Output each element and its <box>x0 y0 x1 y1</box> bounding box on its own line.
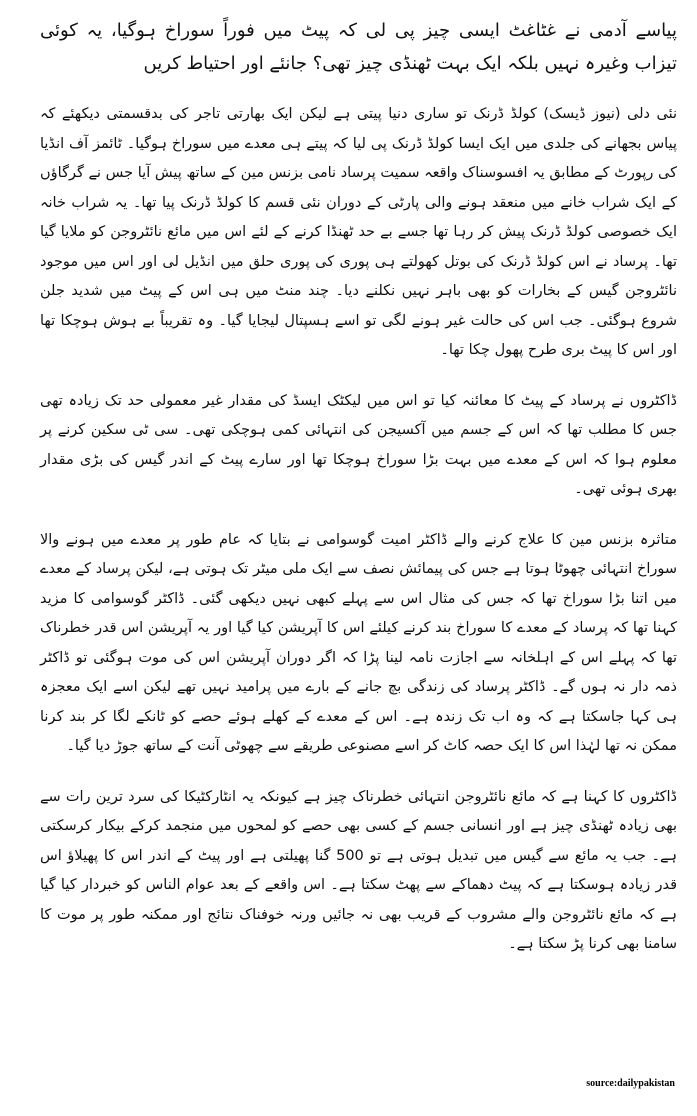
article-headline: پیاسے آدمی نے غٹاغٹ ایسی چیز پی لی کہ پیٹ میں فوراً سوراخ ہوگیا، یہ کوئی تیزاب وغیرہ نہیں بلکہ ایک بہت ٹھنڈی چیز تھی؟ جانئے اور احتیاط کریں <box>40 20 677 74</box>
article-paragraph-3: متاثرہ بزنس مین کا علاج کرنے والے ڈاکٹر امیت گوسوامی نے بتایا کہ عام طور پر معدے میں ہونے والا سوراخ انتہائی چھوٹا ہوتا ہے جس کی پیمائش نصف سے ایک ملی میٹر تک ہوتی ہے، لیکن پرساد کے معدے میں اتنا بڑا سوراخ تھا کہ جس کی مثال اس سے پہلے کبھی نہیں دیکھی گئی۔ ڈاکٹر گوسوامی کا مزید کہنا تھا کہ پرساد کے معدے کا سوراخ بند کرنے کیلئے اس کا آپریشن کیا گیا اور یہ آپریشن اس قدر خطرناک تھا کہ پہلے اس کے اہلخانہ سے اجازت نامہ لینا پڑا کہ اگر دوران آپریشن اس کی موت ہوگئی تو ڈاکٹر ذمہ دار نہ ہوں گے۔ ڈاکٹر پرساد کی زندگی بچ جانے کے بارے میں پرامید نہیں تھے لیکن اسے ایک معجزہ ہی کہا جاسکتا ہے کہ وہ اب تک زندہ ہے۔ اس کے معدے کے کھلے ہوئے حصے کو ٹانکے لگا کر بند کرنا ممکن نہ تھا لہٰذا اس کا ایک حصہ کاٹ کر اسے مصنوعی طریقے سے چھوٹی آنت کے ساتھ جوڑ دیا گیا۔ <box>40 531 677 754</box>
article-paragraph-2: ڈاکٹروں نے پرساد کے پیٹ کا معائنہ کیا تو اس میں لیکٹک ایسڈ کی مقدار غیر معمولی حد تک زیادہ تھی جس کا مطلب تھا کہ اس کے جسم میں آکسیجن کی انتہائی کمی ہوچکی تھی۔ سی ٹی سکین کرنے پر معلوم ہوا کہ اس کے معدے میں بہت بڑا سوراخ ہوچکا تھا اور سارے پیٹ کے اندر گیس کی بڑی مقدار بھری ہوئی تھی۔ <box>40 392 677 497</box>
article <box>40 14 677 981</box>
article-paragraph-4: ڈاکٹروں کا کہنا ہے کہ مائع نائٹروجن انتہائی خطرناک چیز ہے کیونکہ یہ انٹارکٹیکا کی سرد ترین رات سے بھی زیادہ ٹھنڈی چیز ہے اور انسانی جسم کے کسی بھی حصے کو لمحوں میں منجمد کرکے بیکار کرسکتی ہے۔ جب یہ مائع سے گیس میں تبدیل ہوتی ہے تو 500 گنا پھیلتی ہے اور پیٹ کے اندر اس کا پھیلاؤ اس قدر زیادہ ہوسکتا ہے کہ پیٹ دھماکے سے پھٹ سکتا ہے۔ اس واقعے کے بعد عوام الناس کو خبردار کیا گیا ہے کہ مائع نائٹروجن والے مشروب کے قریب بھی نہ جائیں ورنہ خوفناک نتائج اور ممکنہ طور پر موت کا سامنا بھی کرنا پڑ سکتا ہے۔ <box>40 788 677 952</box>
source-credit: source:dailypakistan <box>586 1078 675 1089</box>
article-paragraph-1: نئی دلی (نیوز ڈیسک) کولڈ ڈرنک تو ساری دنیا پیتی ہے لیکن ایک بھارتی تاجر کی بدقسمتی دیکھئے کہ پیاس بجھانے کی جلدی میں ایک ایسا کولڈ ڈرنک پی لیا کہ پیتے ہی معدے میں سوراخ ہوگیا۔ ٹائمز آف انڈیا کی رپورٹ کے مطابق یہ افسوسناک واقعہ سمیت پرساد نامی بزنس مین کے ساتھ پیش آیا جس نے گرگاؤں کے ایک شراب خانے میں منعقد ہونے والی پارٹی کے دوران نئی قسم کا کولڈ ڈرنک پیا تھا۔ یہ شراب خانہ ایک خصوصی کولڈ ڈرنک پیش کر رہا تھا جسے بے حد ٹھنڈا کرنے کے لئے اس میں مائع نائٹروجن کو ملایا گیا تھا۔ پرساد نے اس کولڈ ڈرنک کی بوتل کھولتے ہی پوری کی پوری حلق میں انڈیل لی اور اس میں موجود نائٹروجن گیس کے بخارات کو بھی باہر نہیں نکلنے دیا۔ چند منٹ میں ہی اس کے پیٹ میں شدید جلن شروع ہوگئی۔ جب اس کی حالت غیر ہونے لگی تو اسے ہسپتال لیجایا گیا۔ وہ تقریباً بے ہوش ہوچکا تھا اور اس کا پیٹ بری طرح پھول چکا تھا۔ <box>40 106 677 358</box>
